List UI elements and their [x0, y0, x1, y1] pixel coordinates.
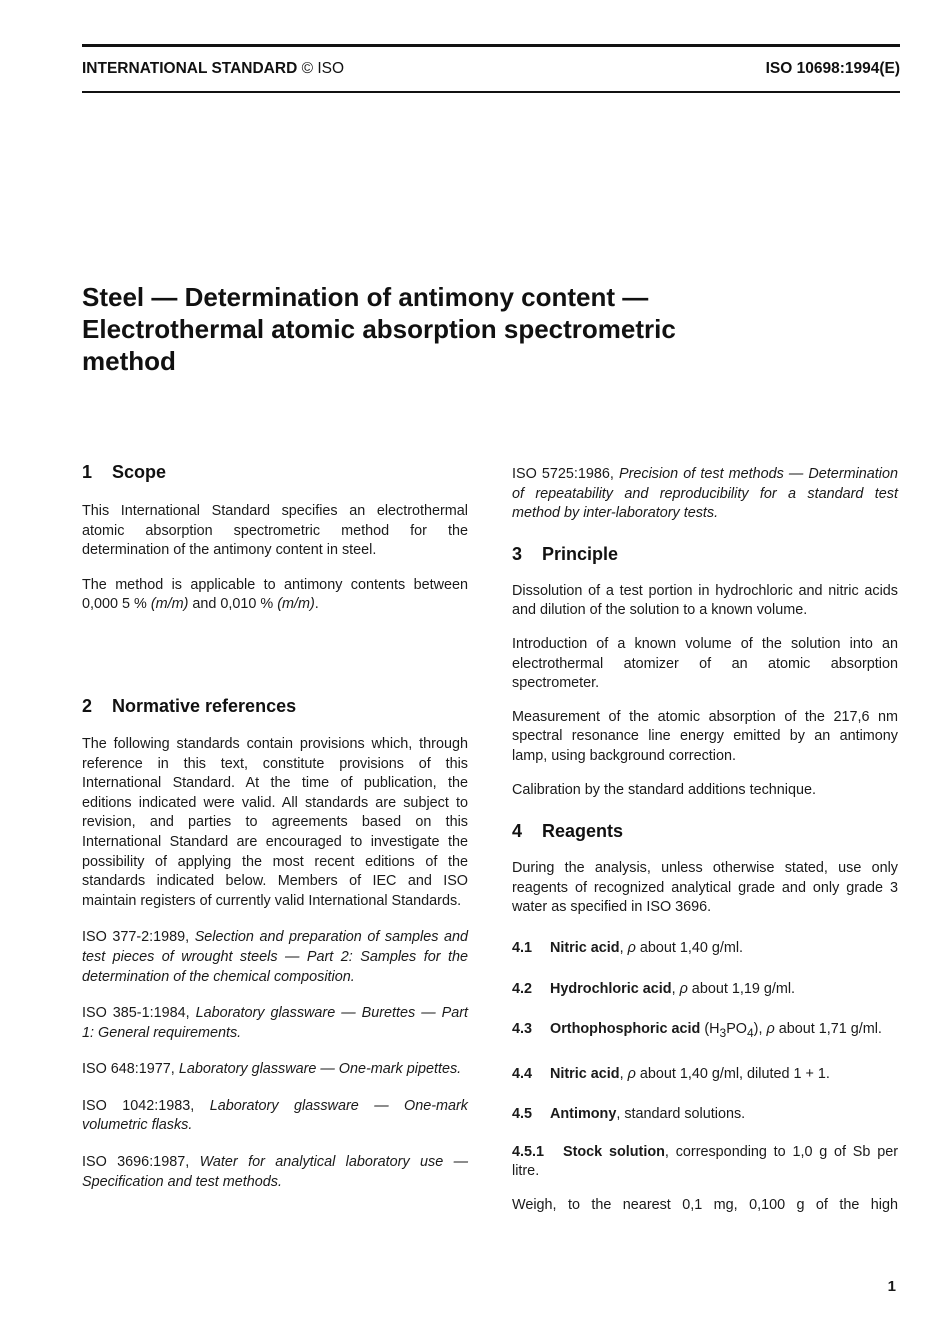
reagent-4-2: 4.2 Hydrochloric acid, ρ about 1,19 g/ml. [512, 980, 796, 997]
header-standard-number: ISO 10698:1994(E) [765, 60, 900, 77]
principle-paragraph: Dissolution of a test portion in hydrochloric and nitric acids and dilution of the solution to a known volume. [512, 582, 898, 619]
header-bottom-rule [82, 91, 900, 93]
reference-item: ISO 385-1:1984, Laboratory glassware — Burettes — Part 1: General requirements. [82, 1005, 469, 1041]
reference-item: ISO 5725:1986, Precision of test methods — Determination of repeatability and reproducibility for a standard test method by inter-laboratory tests. [512, 466, 898, 522]
reagent-4-1: 4.1 Nitric acid, ρ about 1,40 g/ml. [512, 939, 744, 956]
header-copyright: © ISO [301, 60, 345, 77]
right-column [512, 461, 898, 1216]
weigh-paragraph: Weigh, to the nearest 0,1 mg, 0,100 g of the high [512, 1196, 898, 1213]
reference-item: ISO 377-2:1989, Selection and preparation of samples and test pieces of wrought steels — Part 2: Samples for the determination of the chemical composition. [82, 929, 469, 985]
principle-paragraph: Introduction of a known volume of the solution into an electrothermal atomizer of an atomic absorption spectrometer. [512, 635, 898, 692]
page-number: 1 [887, 1278, 896, 1295]
principle-paragraph: Calibration by the standard additions technique. [512, 781, 817, 798]
section-3-heading: 3 Principle [512, 543, 619, 564]
section-4-heading: 4 Reagents [512, 821, 624, 842]
reagent-4-3: 4.3 Orthophosphoric acid $(H_3PO_4)$, ρ about 1,71 g/ml. [512, 1021, 882, 1040]
left-column [82, 461, 468, 1192]
principle-paragraph: Measurement of the atomic absorption of the 217,6 nm spectral resonance line energy emitted by an antimony lamp, using background correction. [512, 708, 898, 764]
header-standard-type: INTERNATIONAL STANDARD © ISO [82, 60, 345, 77]
reference-item: ISO 648:1977, Laboratory glassware — One-mark pipettes. [82, 1061, 462, 1078]
document-title: Steel — Determination of antimony content — Electrothermal atomic absorption spectrometric method [82, 282, 676, 376]
scope-paragraph: This International Standard specifies an electrothermal atomic absorption spectrometric method for the determination of the antimony content in steel. [82, 503, 468, 559]
reference-item: ISO 3696:1987, Water for analytical laboratory use — Specification and test methods. [82, 1154, 469, 1190]
header-top-rule [82, 44, 900, 47]
section-1-heading: 1 Scope [82, 462, 167, 482]
section-2-heading: 2 Normative references [82, 695, 297, 716]
reagent-4-5: 4.5 Antimony, standard solutions. [512, 1106, 746, 1123]
scope-range-paragraph: The method is applicable to antimony contents between 0,000 5 % (m/m) and 0,010 % (m/m). [82, 576, 468, 613]
reagents-intro-paragraph: During the analysis, unless otherwise stated, use only reagents of recognized analytical grade and only grade 3 water as specified in ISO 3696. [512, 860, 898, 916]
reference-item: ISO 1042:1983, Laboratory glassware — One-mark volumetric flasks. [82, 1097, 468, 1134]
reagent-4-4: 4.4 Nitric acid, ρ about 1,40 g/ml, diluted 1 + 1. [512, 1065, 830, 1082]
normative-intro-paragraph: The following standards contain provisions which, through reference in this text, constitute provisions of this International Standard. At the time of publication, the editions indicated were valid. All standards are subject to revision, and parties to agreements based on this International Standard are encouraged to investigate the possibility of applying the most recent editions of the standards indicated below. Members of IEC and ISO maintain registers of currently valid International Standards. [82, 735, 468, 909]
reagent-4-5-1: 4.5.1 Stock solution, corresponding to 1,0 g of Sb per litre. [512, 1143, 898, 1180]
